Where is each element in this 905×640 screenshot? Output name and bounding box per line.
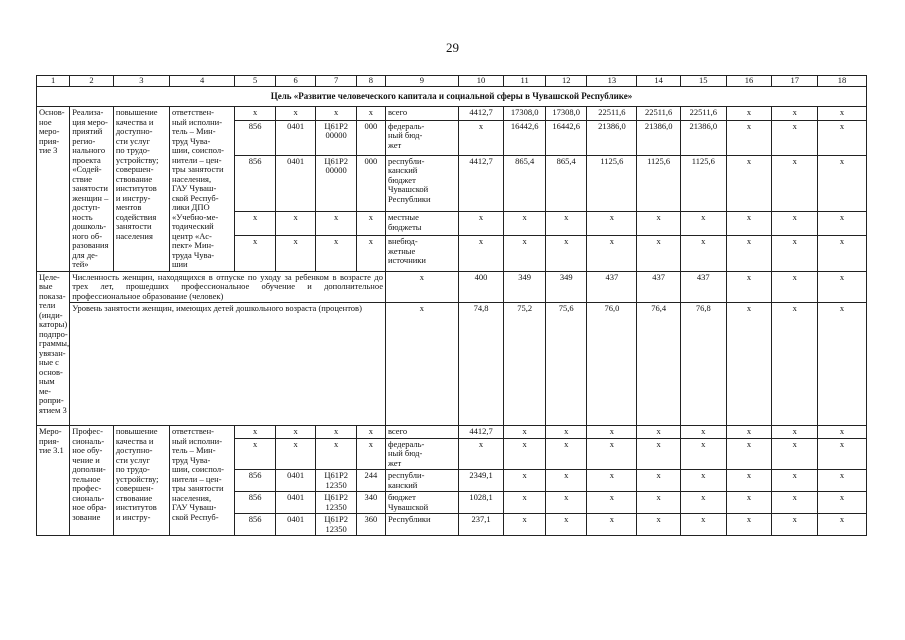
budget-code-target: Ц61Р2 12350 (316, 492, 357, 514)
year-value: x (726, 470, 772, 492)
year-value: x (818, 212, 867, 236)
col-number: 5 (235, 76, 276, 87)
year-value: 21386,0 (680, 120, 726, 155)
indicator-value: x (726, 303, 772, 426)
indicator-value: x (772, 271, 818, 303)
year-value: x (726, 492, 772, 514)
year-value: x (504, 212, 546, 236)
indicator-value: 75,6 (545, 303, 587, 426)
year-value: x (726, 212, 772, 236)
indicator-value: x (726, 271, 772, 303)
budget-code-section: x (275, 236, 316, 271)
year-value: x (680, 492, 726, 514)
budget-code-target: Ц61Р2 00000 (316, 120, 357, 155)
indicator-unit: x (385, 271, 458, 303)
year-value: x (504, 426, 546, 439)
budget-code-target: x (316, 107, 357, 121)
table-row (37, 107, 867, 121)
year-value: 21386,0 (587, 120, 637, 155)
budget-code-grbs: 856 (235, 120, 276, 155)
year-value: x (772, 236, 818, 271)
budget-code-section: 0401 (275, 120, 316, 155)
year-value: x (637, 212, 681, 236)
year-value: x (587, 492, 637, 514)
year-value: x (587, 438, 637, 470)
funding-source: всего (385, 107, 458, 121)
year-value: 16442,6 (504, 120, 546, 155)
indicator-value: 400 (458, 271, 504, 303)
year-value: x (587, 236, 637, 271)
budget-code-section: 0401 (275, 492, 316, 514)
year-value: 17308,0 (504, 107, 546, 121)
budget-code-expense-type: 244 (356, 470, 385, 492)
year-value: 4412,7 (458, 155, 504, 211)
year-value: x (504, 514, 546, 536)
year-value: x (726, 514, 772, 536)
year-value: x (772, 155, 818, 211)
year-value: x (726, 438, 772, 470)
goal-row (37, 87, 867, 107)
year-value: x (772, 120, 818, 155)
year-value: x (587, 470, 637, 492)
year-value: x (545, 426, 587, 439)
indicator-value: x (772, 303, 818, 426)
table-body (37, 76, 867, 536)
year-value: x (587, 212, 637, 236)
indicator-value: 437 (637, 271, 681, 303)
indicator-row (37, 303, 867, 426)
budget-code-expense-type: x (356, 438, 385, 470)
funding-source: республи- канский (385, 470, 458, 492)
year-value: 17308,0 (545, 107, 587, 121)
year-value: 1028,1 (458, 492, 504, 514)
budget-code-grbs: 856 (235, 155, 276, 211)
year-value: 21386,0 (637, 120, 681, 155)
indicators-label: Целе- вые показа- тели (инди- каторы) подпро- граммы, увязан- ные с основ- ным ме- ропри- ятием 3 (37, 271, 70, 426)
col-number: 9 (385, 76, 458, 87)
year-value: x (772, 470, 818, 492)
year-value: x (504, 492, 546, 514)
measure-goal: повышение качества и доступно- сти услуг по трудо- устройству; совершен- ствование институтов и инстру- ментов содействия занятости населения (113, 107, 169, 272)
budget-code-section: 0401 (275, 470, 316, 492)
year-value: x (818, 155, 867, 211)
budget-code-expense-type: x (356, 107, 385, 121)
year-value: x (818, 236, 867, 271)
year-value: x (818, 470, 867, 492)
year-value: x (680, 470, 726, 492)
indicator-unit: x (385, 303, 458, 426)
indicator-value: 76,4 (637, 303, 681, 426)
budget-code-section: x (275, 107, 316, 121)
indicator-value: 349 (504, 271, 546, 303)
year-value: x (637, 236, 681, 271)
responsible-executor: ответствен- ный исполни- тель – Мин- труд Чува- шии, соиспол- нители – цен- тры занятости населения, ГАУ Чуваш- ской Респуб- лики ДПО «Учебно-ме- тодический центр «Ас- пект» Мин- труда Чува- шии (169, 107, 234, 272)
funding-source: республи- канский бюджет Чувашской Республики (385, 155, 458, 211)
year-value: 1125,6 (637, 155, 681, 211)
budget-code-expense-type: 000 (356, 155, 385, 211)
year-value: 4412,7 (458, 426, 504, 439)
col-number: 8 (356, 76, 385, 87)
funding-source: всего (385, 426, 458, 439)
budget-code-grbs: x (235, 212, 276, 236)
funding-source: бюджет Чувашской (385, 492, 458, 514)
year-value: x (680, 426, 726, 439)
year-value: x (818, 426, 867, 439)
budget-code-section: x (275, 426, 316, 439)
col-number: 14 (637, 76, 681, 87)
funding-source: Республики (385, 514, 458, 536)
year-value: x (545, 492, 587, 514)
year-value: x (680, 212, 726, 236)
year-value: x (504, 236, 546, 271)
year-value: x (458, 212, 504, 236)
budget-table (36, 75, 867, 536)
measure-goal: повышение качества и доступно- сти услуг по трудо- устройству; совершен- ствование институтов и инстру- (113, 426, 169, 536)
col-number: 16 (726, 76, 772, 87)
funding-source: местные бюджеты (385, 212, 458, 236)
year-value: x (637, 438, 681, 470)
year-value: x (818, 107, 867, 121)
budget-code-target: Ц61Р2 00000 (316, 155, 357, 211)
indicator-row (37, 271, 867, 303)
year-value: 1125,6 (680, 155, 726, 211)
year-value: 22511,6 (680, 107, 726, 121)
year-value: x (680, 438, 726, 470)
measure-name: Основ- ное меро- прия- тие 3 (37, 107, 70, 272)
budget-code-target: x (316, 236, 357, 271)
measure-title: Реализа- ция меро- приятий регио- нального проекта «Содей- ствие занятости женщин – доступ- ность дошколь- ного об- разования для де- тей» (70, 107, 114, 272)
indicator-value: x (818, 271, 867, 303)
year-value: x (772, 212, 818, 236)
budget-code-section: x (275, 438, 316, 470)
year-value: 1125,6 (587, 155, 637, 211)
year-value: x (726, 236, 772, 271)
year-value: x (680, 514, 726, 536)
col-number: 13 (587, 76, 637, 87)
col-number: 12 (545, 76, 587, 87)
col-number: 17 (772, 76, 818, 87)
year-value: x (772, 438, 818, 470)
year-value: x (504, 470, 546, 492)
year-value: x (545, 236, 587, 271)
col-number: 15 (680, 76, 726, 87)
budget-code-section: x (275, 212, 316, 236)
budget-code-expense-type: 360 (356, 514, 385, 536)
year-value: x (818, 120, 867, 155)
budget-code-grbs: x (235, 426, 276, 439)
year-value: x (726, 107, 772, 121)
budget-code-section: 0401 (275, 155, 316, 211)
year-value: x (587, 514, 637, 536)
indicator-value: 437 (680, 271, 726, 303)
indicator-value: x (818, 303, 867, 426)
budget-code-target: x (316, 426, 357, 439)
indicator-value: 76,0 (587, 303, 637, 426)
budget-code-grbs: 856 (235, 514, 276, 536)
indicator-value: 437 (587, 271, 637, 303)
measure-name: Меро- прия- тие 3.1 (37, 426, 70, 536)
col-number: 7 (316, 76, 357, 87)
year-value: x (637, 426, 681, 439)
indicator-value: 76,8 (680, 303, 726, 426)
year-value: x (726, 426, 772, 439)
budget-code-grbs: x (235, 236, 276, 271)
col-number: 2 (70, 76, 114, 87)
indicator-value: 74,8 (458, 303, 504, 426)
indicator-text: Уровень занятости женщин, имеющих детей дошкольного возраста (процентов) (70, 303, 386, 426)
year-value: x (772, 107, 818, 121)
budget-code-expense-type: 340 (356, 492, 385, 514)
col-number: 3 (113, 76, 169, 87)
funding-source: федераль- ный бюд- жет (385, 438, 458, 470)
year-value: x (726, 120, 772, 155)
year-value: x (772, 426, 818, 439)
year-value: x (680, 236, 726, 271)
budget-code-section: 0401 (275, 514, 316, 536)
year-value: 22511,6 (637, 107, 681, 121)
col-number: 1 (37, 76, 70, 87)
year-value: x (458, 236, 504, 271)
indicator-value: 349 (545, 271, 587, 303)
column-number-row (37, 76, 867, 87)
year-value: 22511,6 (587, 107, 637, 121)
col-number: 18 (818, 76, 867, 87)
col-number: 10 (458, 76, 504, 87)
year-value: x (818, 438, 867, 470)
table-row (37, 426, 867, 439)
year-value: x (545, 470, 587, 492)
funding-source: федераль- ный бюд- жет (385, 120, 458, 155)
indicator-text: Численность женщин, находящихся в отпуске по уходу за ребенком в возрасте до трех лет, прошедших профессиональное обучение и дополнительное профессиональное образование (человек) (70, 271, 386, 303)
budget-code-target: Ц61Р2 12350 (316, 514, 357, 536)
responsible-executor: ответствен- ный исполни- тель – Мин- труд Чува- шии, соиспол- нители – цен- тры занятости населения, ГАУ Чуваш- ской Респуб- (169, 426, 234, 536)
year-value: x (545, 514, 587, 536)
year-value: x (637, 470, 681, 492)
year-value: x (637, 492, 681, 514)
year-value: x (818, 492, 867, 514)
budget-code-target: Ц61Р2 12350 (316, 470, 357, 492)
year-value: x (458, 438, 504, 470)
col-number: 4 (169, 76, 234, 87)
year-value: x (726, 155, 772, 211)
year-value: x (772, 492, 818, 514)
indicator-value: 75,2 (504, 303, 546, 426)
budget-code-target: x (316, 212, 357, 236)
budget-code-grbs: 856 (235, 470, 276, 492)
year-value: 237,1 (458, 514, 504, 536)
col-number: 6 (275, 76, 316, 87)
year-value: x (504, 438, 546, 470)
funding-source: внебюд- жетные источники (385, 236, 458, 271)
budget-code-grbs: x (235, 107, 276, 121)
budget-code-expense-type: x (356, 426, 385, 439)
year-value: x (545, 212, 587, 236)
budget-code-target: x (316, 438, 357, 470)
year-value: x (637, 514, 681, 536)
year-value: 865,4 (545, 155, 587, 211)
col-number: 11 (504, 76, 546, 87)
year-value: x (818, 514, 867, 536)
goal-title: Цель «Развитие человеческого капитала и социальной сферы в Чувашской Республике» (37, 87, 867, 107)
year-value: 2349,1 (458, 470, 504, 492)
budget-code-grbs: x (235, 438, 276, 470)
page-number: 29 (446, 40, 459, 55)
year-value: x (545, 438, 587, 470)
year-value: x (458, 120, 504, 155)
year-value: 4412,7 (458, 107, 504, 121)
year-value: 865,4 (504, 155, 546, 211)
year-value: x (587, 426, 637, 439)
budget-code-grbs: 856 (235, 492, 276, 514)
year-value: x (772, 514, 818, 536)
budget-code-expense-type: 000 (356, 120, 385, 155)
budget-code-expense-type: x (356, 236, 385, 271)
year-value: 16442,6 (545, 120, 587, 155)
budget-code-expense-type: x (356, 212, 385, 236)
measure-title: Профес- сиональ- ное обу- чение и дополни- тельное профес- сиональ- ное обра- зование (70, 426, 114, 536)
